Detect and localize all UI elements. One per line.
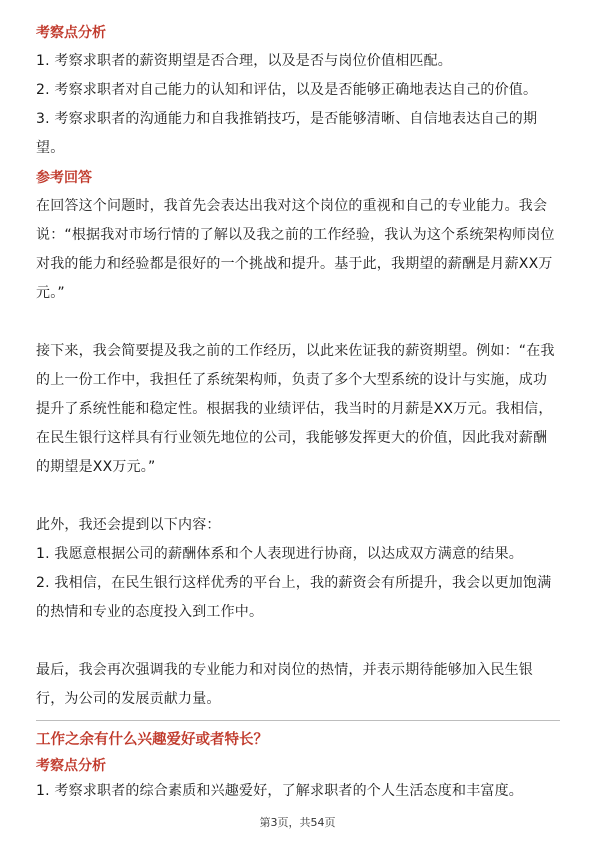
- analysis-item-1: 1. 考察求职者的薪资期望是否合理，以及是否与岗位价值相匹配。: [36, 53, 453, 69]
- section-divider: [36, 720, 560, 721]
- answer-paragraph-3: 此外，我还会提到以下内容：: [36, 517, 221, 533]
- answer-paragraph-4: 最后，我会再次强调我的专业能力和对岗位的热情，并表示期待能够加入民生银行，为公司的发展贡献力量。: [36, 662, 533, 707]
- answer-list-item-1: 1. 我愿意根据公司的薪酬体系和个人表现进行协商，以达成双方满意的结果。: [36, 546, 524, 562]
- page-number: 第3页，共54页: [259, 816, 336, 829]
- document-page: [36, 22, 560, 806]
- analysis-item-3: 3. 考察求职者的沟通能力和自我推销技巧，是否能够清晰、自信地表达自己的期望。: [36, 111, 538, 156]
- analysis-heading: 考察点分析: [36, 25, 106, 41]
- reference-answer-heading: 参考回答: [36, 170, 92, 186]
- answer-paragraph-1: 在回答这个问题时，我首先会表达出我对这个岗位的重视和自己的专业能力。我会说：“根据我对市场行情的了解以及我之前的工作经验，我认为这个系统架构师岗位对我的能力和经验都是很好的一个挑战和提升。基于此，我期望的薪酬是月薪XX万元。”: [36, 198, 555, 301]
- answer-list-item-2: 2. 我相信，在民生银行这样优秀的平台上，我的薪资会有所提升，我会以更加饱满的热情和专业的态度投入到工作中。: [36, 575, 552, 620]
- next-analysis-heading: 考察点分析: [36, 758, 106, 774]
- next-analysis-item-1: 1. 考察求职者的综合素质和兴趣爱好，了解求职者的个人生活态度和丰富度。: [36, 783, 524, 799]
- next-question-title: 工作之余有什么兴趣爱好或者特长？: [36, 732, 268, 748]
- analysis-item-2: 2. 考察求职者对自己能力的认知和评估，以及是否能够正确地表达自己的价值。: [36, 82, 538, 98]
- answer-paragraph-2: 接下来，我会简要提及我之前的工作经历，以此来佐证我的薪资期望。例如：“在我的上一份工作中，我担任了系统架构师，负责了多个大型系统的设计与实施，成功提升了系统性能和稳定性。根据我的业绩评估，我当时的月薪是XX万元。我相信，在民生银行这样具有行业领先地位的公司，我能够发挥更大的价值，因此我对薪酬的期望是XX万元。”: [36, 343, 555, 475]
